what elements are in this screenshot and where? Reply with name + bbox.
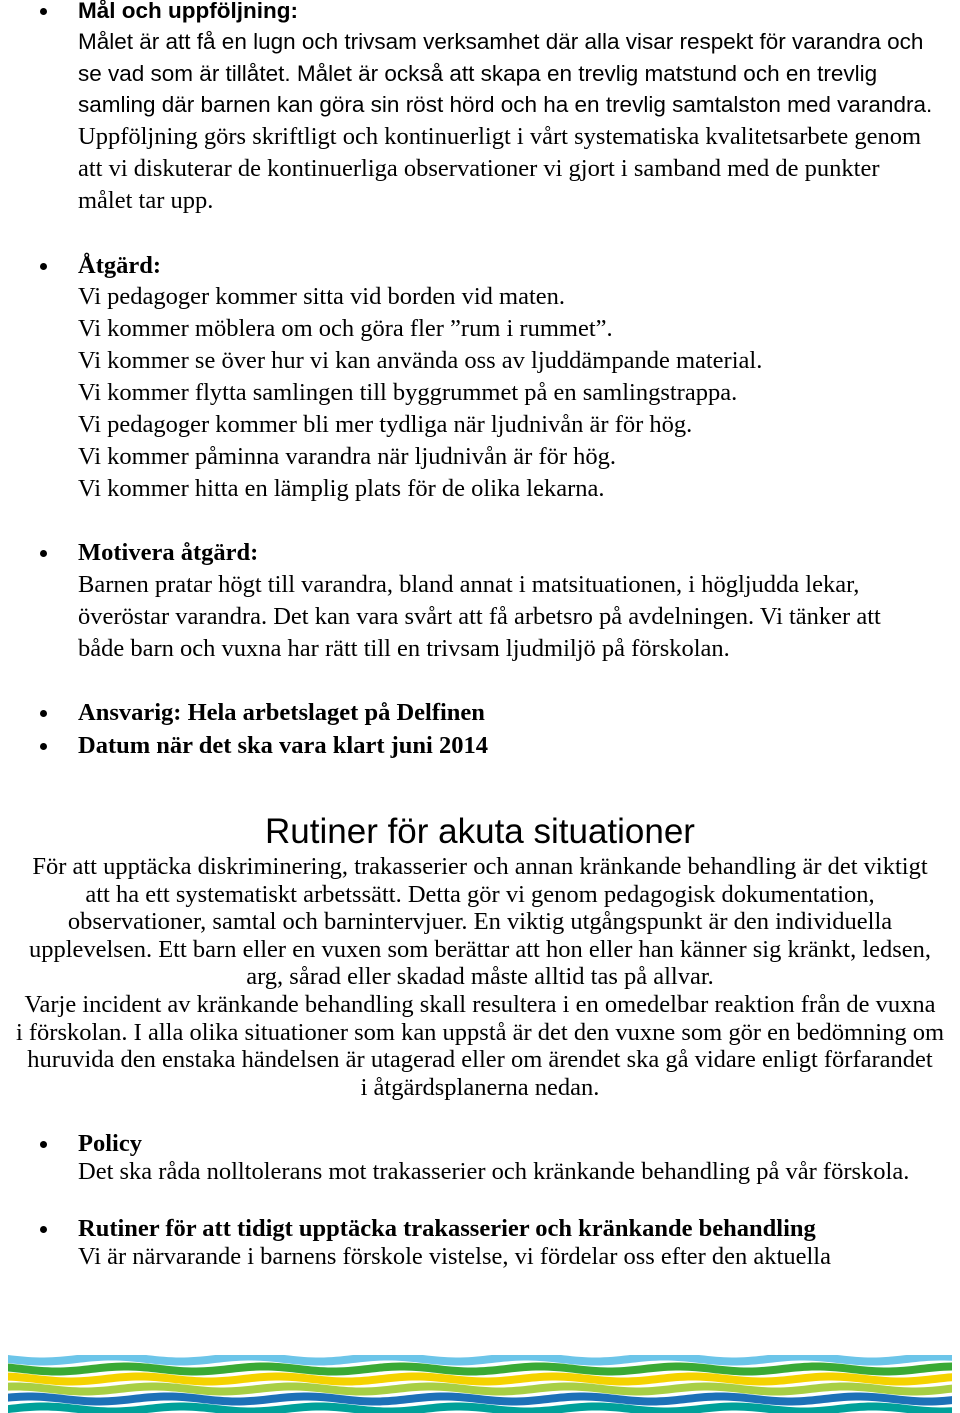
action-line: Vi kommer möblera om och göra fler ”rum i rummet”. [78,315,613,342]
motivation-line: överöstar varandra. Det kan vara svårt att få arbetsro på avdelningen. Vi tänker att [78,603,881,630]
action-heading-row [0,250,960,282]
action-line: Vi pedagoger kommer bli mer tydliga när ljudnivån är för hög. [78,411,693,438]
acute-routine-line: i åtgärdsplanerna nedan. [360,1073,600,1101]
deadline-row [0,730,960,762]
motivation-line: Barnen pratar högt till varandra, bland annat i matsituationen, i högljudda lekar, [78,571,860,598]
followup-text [0,121,960,217]
action-line: Vi kommer hitta en lämplig plats för de olika lekarna. [78,475,605,502]
motivation-text [0,569,960,665]
acute-routine-line: huruvida den enstaka händelsen är utagerad eller om ärendet ska gå vidare enligt förfarandet [27,1046,933,1074]
action-line: Vi kommer se över hur vi kan använda oss av ljuddämpande material. [78,347,763,374]
responsible-row [0,697,960,729]
bullet-icon [40,710,47,717]
goal-heading: Mål och uppföljning: [78,0,298,23]
motivation-heading-row [0,537,960,569]
followup-line: Uppföljning görs skriftligt och kontinuerligt i vårt systematiska kvalitetsarbete genom [78,123,922,150]
early-detection-text [0,1243,960,1271]
bullet-icon [40,263,47,270]
deadline-text: Datum när det ska vara klart juni 2014 [78,732,488,759]
acute-routines-text [0,853,960,1101]
action-heading: Åtgärd: [78,252,162,279]
action-list [0,281,960,505]
acute-routine-line: Varje incident av kränkande behandling skall resultera i en omedelbar reaktion från de vuxna [24,990,936,1018]
early-detection-heading: Rutiner för att tidigt upptäcka trakasserier och kränkande behandling [78,1215,816,1242]
bullet-icon [40,550,47,557]
acute-routines-title: Rutiner för akuta situationer [265,812,695,851]
responsible-text: Ansvarig: Hela arbetslaget på Delfinen [78,699,485,726]
action-line: Vi kommer påminna varandra när ljudnivån är för hög. [78,443,617,470]
followup-line: att vi diskuterar de kontinuerliga observationer vi gjort i samband med de punkter [78,155,880,182]
acute-routine-line: i förskolan. I alla olika situationer som kan uppstå är det den vuxne som gör en bedömning om [15,1018,945,1046]
policy-heading: Policy [78,1130,142,1157]
policy-line: Det ska råda nolltolerans mot trakasserier och kränkande behandling på vår förskola. [78,1158,910,1185]
bullet-icon [40,1141,47,1148]
footer-wave-banner [8,1355,952,1413]
motivation-line: både barn och vuxna har rätt till en trivsam ljudmiljö på förskolan. [78,635,730,662]
action-line: Vi kommer flytta samlingen till byggrummet på en samlingstrappa. [78,379,738,406]
early-detection-line: Vi är närvarande i barnens förskole vistelse, vi fördelar oss efter den aktuella [78,1243,831,1270]
bullet-icon [40,743,47,750]
bullet-icon [40,1226,47,1233]
policy-text [0,1158,960,1186]
policy-heading-row [0,1130,960,1158]
goal-heading-row [0,0,960,22]
acute-routine-line: För att upptäcka diskriminering, trakasserier och annan kränkande behandling är det viktigt [32,853,928,880]
bullet-icon [40,8,47,15]
acute-routine-line: arg, sårad eller skadad måste alltid tas på allvar. [246,963,714,991]
acute-routine-line: att ha ett systematiskt arbetssätt. Detta gör vi genom pedagogisk dokumentation, [85,880,875,908]
motivation-heading: Motivera åtgärd: [78,539,259,566]
goal-line: se vad som är tillåtet. Målet är också att skapa en trevlig matstund och en trevlig [78,60,878,86]
action-line: Vi pedagoger kommer sitta vid borden vid maten. [78,283,566,310]
acute-routine-line: observationer, samtal och barnintervjuer. En viktig utgångspunkt är den individuella [67,908,893,936]
acute-routine-line: upplevelsen. Ett barn eller en vuxen som berättar att hon eller han känner sig kränkt, ledsen, [28,935,932,963]
goal-text [0,26,960,121]
followup-line: målet tar upp. [78,187,214,214]
goal-line: Målet är att få en lugn och trivsam verksamhet där alla visar respekt för varandra och [78,29,924,54]
early-detection-heading-row [0,1215,960,1243]
goal-line: samling där barnen kan göra sin röst hörd och ha en trevlig samtalston med varandra. [78,92,933,117]
